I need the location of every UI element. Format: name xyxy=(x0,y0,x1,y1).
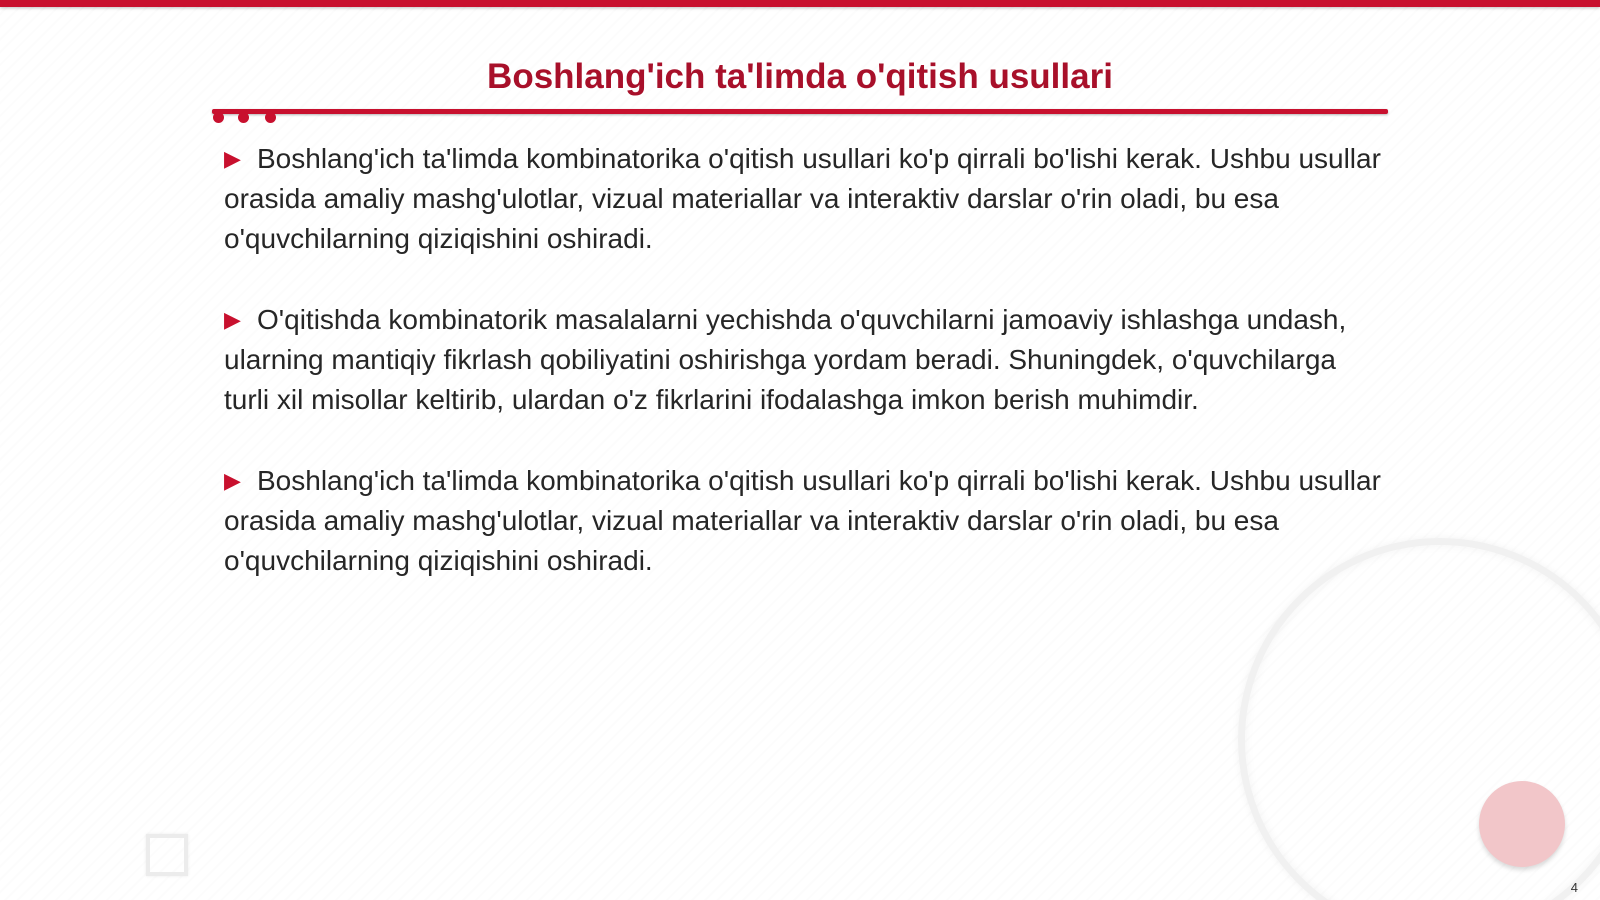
triangle-bullet-icon: ▶ xyxy=(224,307,241,332)
decorative-dot xyxy=(213,112,224,123)
bullet-item xyxy=(224,461,1384,581)
bullet-text: Boshlang'ich ta'limda kombinatorika o'qitish usullari ko'p qirrali bo'lishi kerak. Ushbu usullar orasida amaliy mashg'ulotlar, vizual materiallar va interaktiv darslar o'rin oladi, bu esa o'quvchilarning qiziqishini oshiradi. xyxy=(224,143,1381,254)
title-underline xyxy=(212,109,1388,114)
bullet-text: Boshlang'ich ta'limda kombinatorika o'qitish usullari ko'p qirrali bo'lishi kerak. Ushbu usullar orasida amaliy mashg'ulotlar, vizual materiallar va interaktiv darslar o'rin oladi, bu esa o'quvchilarning qiziqishini oshiradi. xyxy=(224,465,1381,576)
bullet-item xyxy=(224,300,1384,420)
decorative-pink-circle xyxy=(1479,781,1565,867)
triangle-bullet-icon: ▶ xyxy=(224,468,241,493)
slide-title: Boshlang'ich ta'limda o'qitish usullari xyxy=(487,57,1113,96)
triangle-bullet-icon: ▶ xyxy=(224,146,241,171)
bullet-text: O'qitishda kombinatorik masalalarni yechishda o'quvchilarni jamoaviy ishlashga undash, ularning mantiqiy fikrlash qobiliyatini oshirishga yordam beradi. Shuningdek, o'quvchilarga turli xil misollar keltirib, ulardan o'z fikrlarini ifodalashga imkon berish muhimdir. xyxy=(224,304,1347,415)
top-accent-bar xyxy=(0,0,1600,7)
decorative-dot xyxy=(265,112,276,123)
decorative-dot xyxy=(238,112,249,123)
page-number: 4 xyxy=(1570,880,1578,895)
bullet-item xyxy=(224,139,1384,259)
bullet-list xyxy=(224,139,1384,622)
decorative-square xyxy=(146,834,188,876)
